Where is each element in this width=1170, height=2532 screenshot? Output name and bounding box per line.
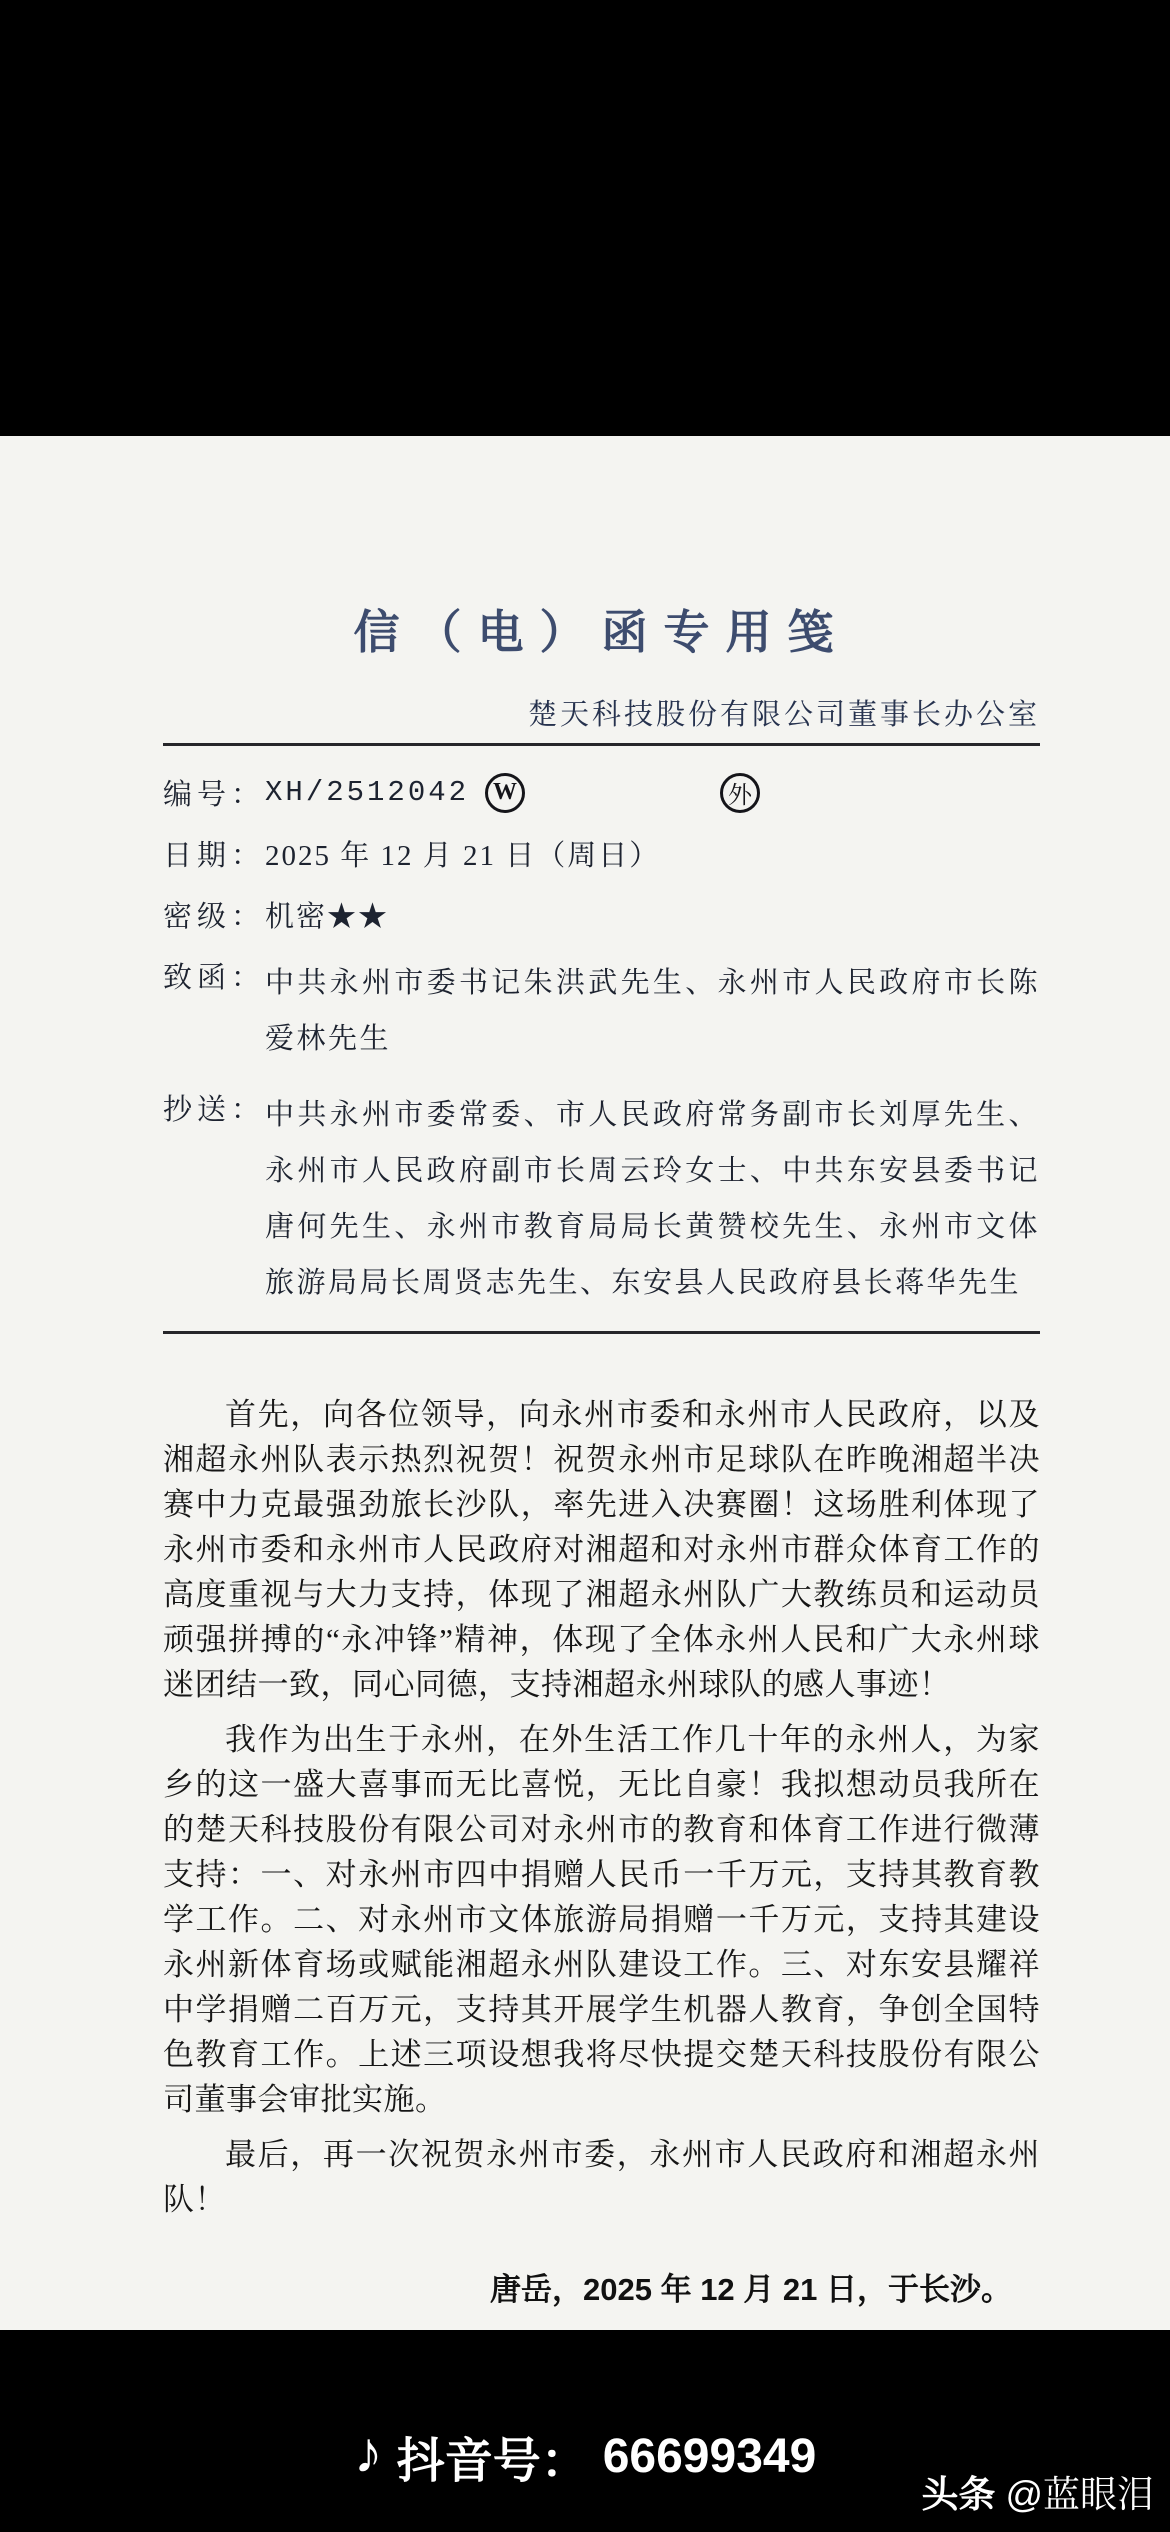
field-number [163, 772, 1040, 813]
body-paragraph-2: 我作为出生于永州，在外生活工作几十年的永州人，为家乡的这一盛大喜事而无比喜悦，无比自豪！我拟想动员我所在的楚天科技股份有限公司对永州市的教育和体育工作进行微薄支持：一、对永州市四中捐赠人民币一千万元，支持其教育教学工作。二、对永州市文体旅游局捐赠一千万元，支持其建设永州新体育场或赋能湘超永州队建设工作。三、对东安县耀祥中学捐赠二百万元，支持其开展学生机器人教育，争创全国特色教育工作。上述三项设想我将尽快提交楚天科技股份有限公司董事会审批实施。 [163, 1722, 1040, 2117]
body-paragraph-3: 最后，再一次祝贺永州市委，永州市人民政府和湘超永州队！ [163, 2137, 1040, 2217]
number-value: XH/2512042 [265, 776, 470, 809]
external-circle-stamp: 外 [720, 773, 760, 813]
classification-label: 密级： [163, 901, 266, 933]
letter-header-fields [163, 772, 1040, 1311]
field-cc [163, 1087, 1040, 1311]
field-to [163, 955, 1040, 1067]
toutiao-watermark [921, 2464, 1154, 2518]
to-value: 中共永州市委书记朱洪武先生、永州市人民政府市长陈爱林先生 [265, 967, 1040, 1055]
letter-body [163, 1392, 1040, 2222]
douyin-id: 66699349 [602, 2430, 817, 2483]
header-rule-bottom [163, 1331, 1040, 1334]
letter-document [0, 436, 1170, 2330]
cc-label: 抄送： [163, 1094, 266, 1126]
toutiao-logo-text: 头条 [921, 2474, 996, 2515]
cc-value: 中共永州市委常委、市人民政府常务副市长刘厚先生、永州市人民政府副市长周云玲女士、中共东安县委书记唐何先生、永州市教育局局长黄赞校先生、永州市文体旅游局局长周贤志先生、东安县人民政府县长蒋华先生 [265, 1099, 1040, 1299]
toutiao-handle: @蓝眼泪 [1005, 2474, 1154, 2515]
field-classification [163, 894, 1040, 935]
header-rule-top [163, 743, 1040, 746]
date-label: 日期： [163, 840, 266, 872]
number-label: 编号： [163, 779, 266, 811]
signature-line: 唐岳，2025 年 12 月 21 日，于长沙。 [490, 2272, 1012, 2307]
body-paragraph-1: 首先，向各位领导，向永州市委和永州市人民政府，以及湘超永州队表示热烈祝贺！祝贺永州市足球队在昨晚湘超半决赛中力克最强劲旅长沙队，率先进入决赛圈！这场胜利体现了永州市委和永州市人民政府对湘超和对永州市群众体育工作的高度重视与大力支持，体现了湘超永州队广大教练员和运动员顽强拼搏的“永冲锋”精神，体现了全体永州人民和广大永州球迷团结一致，同心同德，支持湘超永州球队的感人事迹！ [163, 1397, 1040, 1702]
letterhead-title: 信（电）函专用笺 [353, 606, 850, 658]
letterbox-bottom [0, 2330, 1170, 2532]
field-date [163, 833, 1040, 874]
date-value: 2025 年 12 月 21 日（周日） [265, 840, 661, 872]
letterhead-org: 楚天科技股份有限公司董事长办公室 [527, 699, 1040, 731]
music-note-icon: ♪ [353, 2419, 383, 2485]
douyin-label: 抖音号： [396, 2435, 589, 2488]
w-circle-stamp: W [485, 773, 525, 813]
to-label: 致函： [163, 962, 266, 994]
letterbox-top [0, 0, 1170, 436]
classification-value: 机密★★ [265, 901, 390, 933]
